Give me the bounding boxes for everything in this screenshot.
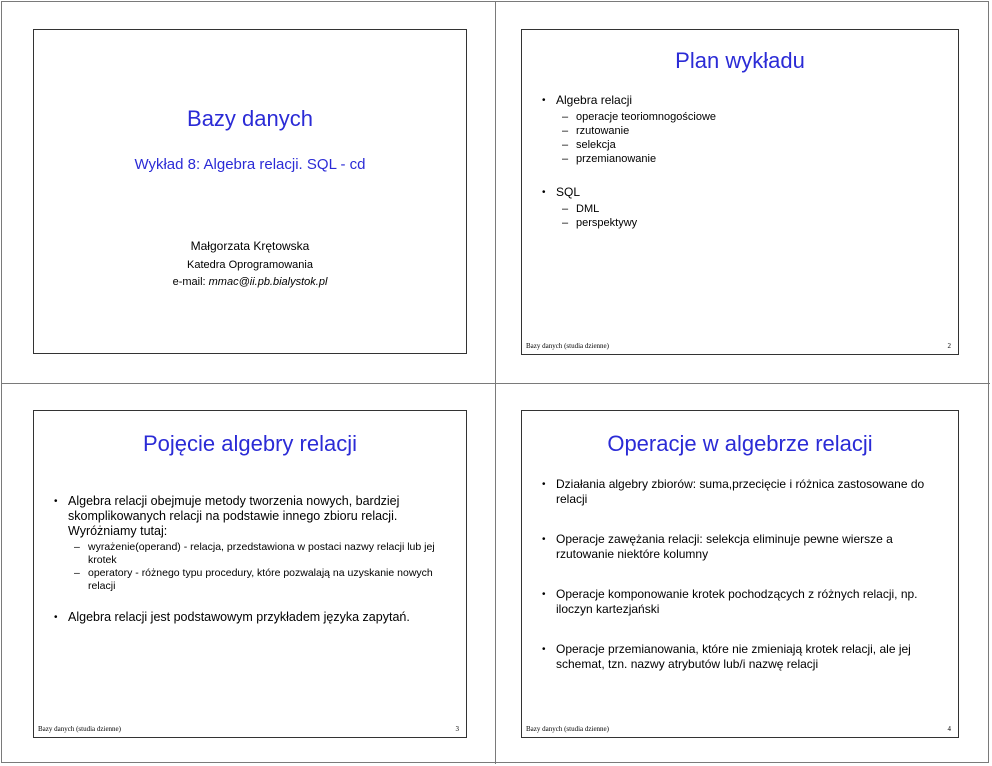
slide-footer [38,723,459,733]
sub-item: – wyrażenie(operand) - relacja, przedstawiona w postaci nazwy relacji lub jej krotek [68,541,450,567]
bullet-text: Algebra relacji [556,93,633,107]
slide-footer [526,723,951,733]
horizontal-divider [1,383,990,384]
bullet-text: Algebra relacji obejmuje metody tworzenia nowych, bardziej skomplikowanych relacji na podstawie innego zbioru relacji. Wyróżniamy tutaj: [68,494,400,538]
bullet-item [54,494,450,593]
bullet-list [542,477,946,672]
bullet-text: Algebra relacji jest podstawowym przykładem języka zapytań. [68,610,410,624]
author-name: Małgorzata Krętowska [190,239,310,253]
bullet-text: SQL [556,185,581,199]
bullet-list [54,494,450,625]
presentation-title: Bazy danych [187,106,313,131]
sub-item: – rzutowanie [556,124,938,138]
department-name: Katedra Oprogramowania [187,259,313,271]
sub-list [556,110,938,166]
slide-title: Pojęcie algebry relacji [143,431,357,456]
email-address: mmac@ii.pb.bialystok.pl [208,276,328,288]
slide-title: Plan wykładu [675,48,805,73]
slide-title: Operacje w algebrze relacji [607,431,873,456]
footer-label: Bazy danych (studia dzienne) [38,725,121,733]
sub-item: – selekcja [556,138,938,152]
sub-list [68,541,450,593]
page-number: 3 [455,725,459,733]
sub-item: – operacje teoriomnogościowe [556,110,938,124]
sub-item: – perspektywy [556,216,938,230]
slide-1-title [33,29,467,354]
page-number: 2 [947,342,951,350]
slide-footer [526,340,951,350]
lecture-subtitle: Wykład 8: Algebra relacji. SQL - cd [134,156,366,173]
bullet-item [542,93,938,166]
bullet-item: • Operacje komponowanie krotek pochodzących z różnych relacji, np. iloczyn kartezjański [542,587,946,617]
sub-item: – przemianowanie [556,152,938,166]
sub-list [556,202,938,230]
bullet-list [542,93,938,230]
slide-4-operations [521,410,959,738]
footer-label: Bazy danych (studia dzienne) [526,725,609,733]
page-number: 4 [947,725,951,733]
footer-label: Bazy danych (studia dzienne) [526,342,609,350]
slide-2-plan [521,29,959,355]
bullet-item: • Operacje zawężania relacji: selekcja eliminuje pewne wiersze a rzutowanie niektóre kolumny [542,532,946,562]
bullet-item [542,185,938,230]
email-line [34,276,466,288]
email-prefix: e-mail: [172,276,209,288]
sub-item: – DML [556,202,938,216]
bullet-item: • Działania algebry zbiorów: suma,przecięcie i różnica zastosowane do relacji [542,477,946,507]
bullet-item: • Operacje przemianowania, które nie zmieniają krotek relacji, ale jej schemat, tzn. nazwy atrybutów lub/i nazwę relacji [542,642,946,672]
bullet-item [54,610,450,625]
slide-3-concept [33,410,467,738]
sub-item: – operatory - różnego typu procedury, które pozwalają na uzyskanie nowych relacji [68,567,450,593]
